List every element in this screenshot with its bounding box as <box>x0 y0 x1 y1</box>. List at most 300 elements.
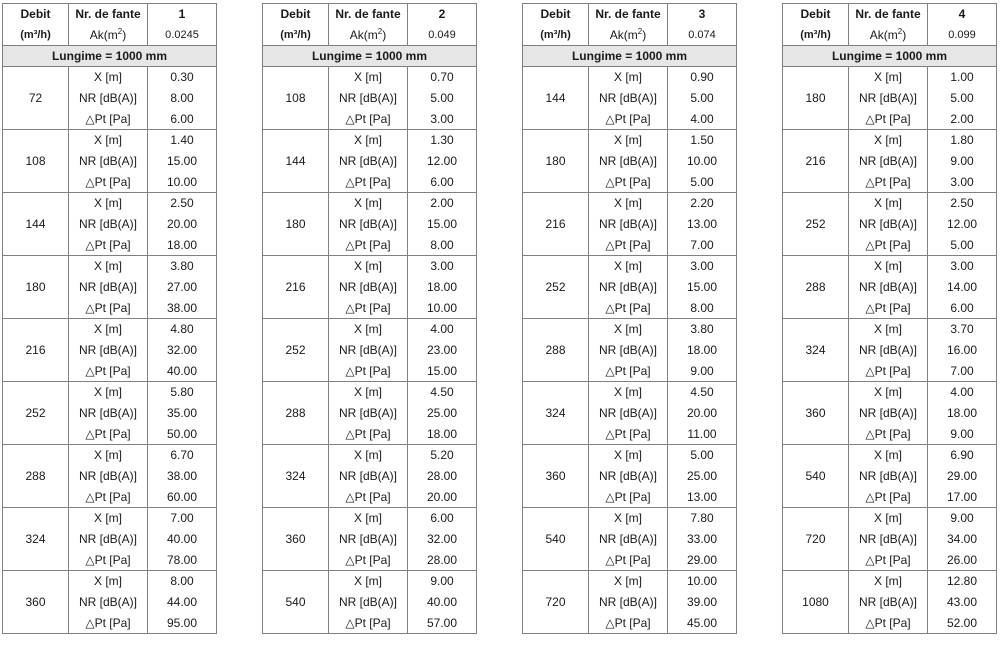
ak-label: $Ak(m^2)$ <box>849 25 928 46</box>
x-value: 0.90 <box>668 67 737 88</box>
nr-value: 44.00 <box>148 592 217 613</box>
nr-value: 20.00 <box>668 403 737 424</box>
pt-value: 10.00 <box>408 298 477 319</box>
debit-value: 72 <box>3 67 69 130</box>
table-row <box>523 445 737 466</box>
pt-value: 6.00 <box>408 172 477 193</box>
pt-label: △Pt [Pa] <box>849 487 928 508</box>
table-row <box>263 256 477 277</box>
table-row <box>523 382 737 403</box>
nr-label: NR [dB(A)] <box>329 466 408 487</box>
debit-value: 108 <box>3 130 69 193</box>
nr-value: 15.00 <box>408 214 477 235</box>
pt-value: 7.00 <box>668 235 737 256</box>
table-row <box>3 445 217 466</box>
debit-value: 252 <box>3 382 69 445</box>
table-row <box>3 193 217 214</box>
x-label: X [m] <box>69 193 148 214</box>
pt-value: 17.00 <box>928 487 997 508</box>
debit-unit: (m³/h) <box>3 25 69 46</box>
debit-value: 324 <box>783 319 849 382</box>
pt-value: 4.00 <box>668 109 737 130</box>
nr-label: NR [dB(A)] <box>589 592 668 613</box>
table-row <box>3 319 217 340</box>
debit-header: Debit <box>783 4 849 25</box>
table-row <box>3 571 217 592</box>
x-label: X [m] <box>329 130 408 151</box>
nr-value: 40.00 <box>408 592 477 613</box>
table-row <box>3 256 217 277</box>
x-label: X [m] <box>69 445 148 466</box>
nr-label: NR [dB(A)] <box>589 151 668 172</box>
nr-label: NR [dB(A)] <box>849 340 928 361</box>
nr-value: 20.00 <box>148 214 217 235</box>
nr-fante-header: Nr. de fante <box>849 4 928 25</box>
nr-value: 23.00 <box>408 340 477 361</box>
pt-label: △Pt [Pa] <box>849 235 928 256</box>
pt-value: 13.00 <box>668 487 737 508</box>
diffuser-table-1 <box>2 3 217 634</box>
nr-value: 35.00 <box>148 403 217 424</box>
table-row <box>263 67 477 88</box>
nr-label: NR [dB(A)] <box>589 277 668 298</box>
pt-value: 5.00 <box>668 172 737 193</box>
pt-label: △Pt [Pa] <box>589 235 668 256</box>
nr-label: NR [dB(A)] <box>849 529 928 550</box>
pt-value: 9.00 <box>668 361 737 382</box>
pt-label: △Pt [Pa] <box>329 172 408 193</box>
pt-label: △Pt [Pa] <box>849 361 928 382</box>
x-value: 4.00 <box>408 319 477 340</box>
pt-value: 11.00 <box>668 424 737 445</box>
pt-label: △Pt [Pa] <box>849 613 928 634</box>
x-label: X [m] <box>589 67 668 88</box>
nr-label: NR [dB(A)] <box>329 151 408 172</box>
debit-unit: (m³/h) <box>783 25 849 46</box>
pt-value: 18.00 <box>408 424 477 445</box>
pt-value: 6.00 <box>928 298 997 319</box>
x-label: X [m] <box>69 382 148 403</box>
x-label: X [m] <box>849 571 928 592</box>
table-row <box>263 382 477 403</box>
ak-value: 0.099 <box>928 25 997 46</box>
table-row <box>523 508 737 529</box>
nr-value: 15.00 <box>148 151 217 172</box>
x-label: X [m] <box>329 256 408 277</box>
ak-value: 0.074 <box>668 25 737 46</box>
x-label: X [m] <box>69 319 148 340</box>
nr-value: 32.00 <box>148 340 217 361</box>
debit-unit: (m³/h) <box>263 25 329 46</box>
debit-value: 288 <box>3 445 69 508</box>
slot-count: 4 <box>928 4 997 25</box>
x-value: 7.80 <box>668 508 737 529</box>
pt-label: △Pt [Pa] <box>69 424 148 445</box>
x-label: X [m] <box>329 571 408 592</box>
pt-label: △Pt [Pa] <box>589 550 668 571</box>
pt-value: 3.00 <box>408 109 477 130</box>
pt-value: 38.00 <box>148 298 217 319</box>
debit-value: 216 <box>263 256 329 319</box>
x-value: 9.00 <box>408 571 477 592</box>
pt-label: △Pt [Pa] <box>329 613 408 634</box>
debit-value: 324 <box>3 508 69 571</box>
nr-value: 15.00 <box>668 277 737 298</box>
diffuser-table-3 <box>522 3 737 634</box>
pt-value: 60.00 <box>148 487 217 508</box>
pt-label: △Pt [Pa] <box>329 109 408 130</box>
debit-value: 180 <box>523 130 589 193</box>
table-row <box>263 193 477 214</box>
nr-label: NR [dB(A)] <box>69 403 148 424</box>
x-value: 1.80 <box>928 130 997 151</box>
nr-label: NR [dB(A)] <box>329 214 408 235</box>
x-value: 2.20 <box>668 193 737 214</box>
pt-label: △Pt [Pa] <box>69 109 148 130</box>
x-value: 1.50 <box>668 130 737 151</box>
x-label: X [m] <box>589 508 668 529</box>
table-row <box>783 319 997 340</box>
nr-label: NR [dB(A)] <box>329 88 408 109</box>
pt-value: 5.00 <box>928 235 997 256</box>
diffuser-table-2 <box>262 3 477 634</box>
nr-label: NR [dB(A)] <box>589 214 668 235</box>
table-row <box>263 445 477 466</box>
nr-value: 8.00 <box>148 88 217 109</box>
pt-value: 52.00 <box>928 613 997 634</box>
debit-value: 144 <box>523 67 589 130</box>
x-value: 6.70 <box>148 445 217 466</box>
x-value: 3.80 <box>668 319 737 340</box>
debit-value: 324 <box>523 382 589 445</box>
nr-value: 14.00 <box>928 277 997 298</box>
table-row <box>263 508 477 529</box>
nr-label: NR [dB(A)] <box>329 277 408 298</box>
x-label: X [m] <box>849 193 928 214</box>
nr-value: 29.00 <box>928 466 997 487</box>
x-value: 12.80 <box>928 571 997 592</box>
debit-header: Debit <box>523 4 589 25</box>
nr-fante-header: Nr. de fante <box>69 4 148 25</box>
pt-label: △Pt [Pa] <box>69 298 148 319</box>
x-label: X [m] <box>329 445 408 466</box>
table-row <box>783 382 997 403</box>
nr-value: 27.00 <box>148 277 217 298</box>
table-row <box>263 130 477 151</box>
x-label: X [m] <box>69 508 148 529</box>
x-label: X [m] <box>849 256 928 277</box>
nr-label: NR [dB(A)] <box>329 403 408 424</box>
x-value: 1.00 <box>928 67 997 88</box>
length-row: Lungime = 1000 mm <box>3 46 217 67</box>
debit-value: 1080 <box>783 571 849 634</box>
length-row: Lungime = 1000 mm <box>783 46 997 67</box>
debit-header: Debit <box>3 4 69 25</box>
length-row: Lungime = 1000 mm <box>523 46 737 67</box>
table-row <box>263 571 477 592</box>
x-value: 3.00 <box>668 256 737 277</box>
table-row <box>783 67 997 88</box>
x-label: X [m] <box>589 571 668 592</box>
nr-label: NR [dB(A)] <box>589 340 668 361</box>
nr-value: 18.00 <box>408 277 477 298</box>
nr-value: 5.00 <box>408 88 477 109</box>
pt-value: 26.00 <box>928 550 997 571</box>
x-value: 0.30 <box>148 67 217 88</box>
x-value: 4.50 <box>668 382 737 403</box>
x-label: X [m] <box>589 130 668 151</box>
table-row <box>3 67 217 88</box>
x-label: X [m] <box>849 445 928 466</box>
x-value: 7.00 <box>148 508 217 529</box>
nr-label: NR [dB(A)] <box>69 151 148 172</box>
nr-label: NR [dB(A)] <box>69 214 148 235</box>
nr-label: NR [dB(A)] <box>849 592 928 613</box>
x-value: 3.80 <box>148 256 217 277</box>
nr-value: 5.00 <box>668 88 737 109</box>
x-value: 2.50 <box>928 193 997 214</box>
nr-label: NR [dB(A)] <box>69 88 148 109</box>
pt-value: 6.00 <box>148 109 217 130</box>
debit-value: 252 <box>783 193 849 256</box>
nr-fante-header: Nr. de fante <box>329 4 408 25</box>
debit-value: 288 <box>783 256 849 319</box>
pt-value: 78.00 <box>148 550 217 571</box>
table-row <box>263 319 477 340</box>
pt-label: △Pt [Pa] <box>589 298 668 319</box>
nr-value: 12.00 <box>928 214 997 235</box>
nr-value: 25.00 <box>408 403 477 424</box>
x-value: 1.40 <box>148 130 217 151</box>
nr-value: 13.00 <box>668 214 737 235</box>
pt-value: 28.00 <box>408 550 477 571</box>
table-row <box>523 67 737 88</box>
pt-label: △Pt [Pa] <box>69 235 148 256</box>
nr-label: NR [dB(A)] <box>849 466 928 487</box>
nr-label: NR [dB(A)] <box>69 466 148 487</box>
table-row <box>3 382 217 403</box>
pt-value: 57.00 <box>408 613 477 634</box>
length-row: Lungime = 1000 mm <box>263 46 477 67</box>
nr-value: 25.00 <box>668 466 737 487</box>
x-value: 4.50 <box>408 382 477 403</box>
debit-value: 540 <box>783 445 849 508</box>
debit-value: 720 <box>523 571 589 634</box>
x-label: X [m] <box>589 256 668 277</box>
x-label: X [m] <box>849 319 928 340</box>
pt-label: △Pt [Pa] <box>849 172 928 193</box>
debit-value: 360 <box>3 571 69 634</box>
debit-value: 288 <box>523 319 589 382</box>
table-row <box>523 256 737 277</box>
nr-value: 32.00 <box>408 529 477 550</box>
ak-value: 0.0245 <box>148 25 217 46</box>
x-value: 4.80 <box>148 319 217 340</box>
x-label: X [m] <box>329 319 408 340</box>
x-label: X [m] <box>329 382 408 403</box>
x-label: X [m] <box>849 508 928 529</box>
debit-value: 180 <box>783 67 849 130</box>
debit-value: 216 <box>523 193 589 256</box>
table-row <box>3 508 217 529</box>
table-row <box>783 445 997 466</box>
pt-value: 8.00 <box>408 235 477 256</box>
debit-value: 720 <box>783 508 849 571</box>
ak-value: 0.049 <box>408 25 477 46</box>
table-row <box>523 319 737 340</box>
pt-label: △Pt [Pa] <box>589 613 668 634</box>
debit-value: 144 <box>263 130 329 193</box>
pt-label: △Pt [Pa] <box>329 361 408 382</box>
pt-label: △Pt [Pa] <box>69 172 148 193</box>
table-row <box>523 571 737 592</box>
nr-value: 18.00 <box>668 340 737 361</box>
x-label: X [m] <box>69 256 148 277</box>
table-row <box>783 130 997 151</box>
table-row <box>783 256 997 277</box>
nr-value: 43.00 <box>928 592 997 613</box>
debit-value: 180 <box>3 256 69 319</box>
x-value: 6.90 <box>928 445 997 466</box>
nr-label: NR [dB(A)] <box>849 151 928 172</box>
pt-value: 9.00 <box>928 424 997 445</box>
x-value: 1.30 <box>408 130 477 151</box>
pt-label: △Pt [Pa] <box>329 235 408 256</box>
x-value: 5.20 <box>408 445 477 466</box>
pt-label: △Pt [Pa] <box>589 424 668 445</box>
ak-label: $Ak(m^2)$ <box>329 25 408 46</box>
nr-label: NR [dB(A)] <box>69 277 148 298</box>
nr-label: NR [dB(A)] <box>329 529 408 550</box>
pt-label: △Pt [Pa] <box>589 487 668 508</box>
pt-label: △Pt [Pa] <box>69 487 148 508</box>
pt-value: 40.00 <box>148 361 217 382</box>
nr-label: NR [dB(A)] <box>329 592 408 613</box>
nr-value: 38.00 <box>148 466 217 487</box>
x-label: X [m] <box>589 193 668 214</box>
nr-value: 12.00 <box>408 151 477 172</box>
nr-label: NR [dB(A)] <box>849 88 928 109</box>
debit-value: 360 <box>783 382 849 445</box>
nr-label: NR [dB(A)] <box>849 277 928 298</box>
nr-value: 39.00 <box>668 592 737 613</box>
pt-value: 20.00 <box>408 487 477 508</box>
table-row <box>523 193 737 214</box>
pt-value: 95.00 <box>148 613 217 634</box>
pt-label: △Pt [Pa] <box>589 172 668 193</box>
debit-value: 252 <box>263 319 329 382</box>
pt-value: 50.00 <box>148 424 217 445</box>
debit-value: 360 <box>263 508 329 571</box>
nr-value: 40.00 <box>148 529 217 550</box>
debit-value: 252 <box>523 256 589 319</box>
pt-value: 10.00 <box>148 172 217 193</box>
slot-count: 1 <box>148 4 217 25</box>
nr-value: 18.00 <box>928 403 997 424</box>
pt-label: △Pt [Pa] <box>849 298 928 319</box>
nr-fante-header: Nr. de fante <box>589 4 668 25</box>
x-label: X [m] <box>329 508 408 529</box>
nr-label: NR [dB(A)] <box>329 340 408 361</box>
nr-value: 16.00 <box>928 340 997 361</box>
pt-label: △Pt [Pa] <box>69 550 148 571</box>
debit-value: 324 <box>263 445 329 508</box>
diffuser-table-4 <box>782 3 997 634</box>
x-value: 10.00 <box>668 571 737 592</box>
pt-label: △Pt [Pa] <box>589 109 668 130</box>
table-row <box>3 130 217 151</box>
x-value: 8.00 <box>148 571 217 592</box>
pt-label: △Pt [Pa] <box>849 109 928 130</box>
x-label: X [m] <box>849 67 928 88</box>
pt-label: △Pt [Pa] <box>329 298 408 319</box>
table-row <box>783 508 997 529</box>
pt-label: △Pt [Pa] <box>329 550 408 571</box>
nr-value: 34.00 <box>928 529 997 550</box>
nr-label: NR [dB(A)] <box>589 466 668 487</box>
debit-unit: (m³/h) <box>523 25 589 46</box>
slot-count: 3 <box>668 4 737 25</box>
table-row <box>783 571 997 592</box>
nr-label: NR [dB(A)] <box>849 214 928 235</box>
pt-value: 29.00 <box>668 550 737 571</box>
x-value: 0.70 <box>408 67 477 88</box>
x-value: 2.50 <box>148 193 217 214</box>
pt-label: △Pt [Pa] <box>69 613 148 634</box>
x-value: 4.00 <box>928 382 997 403</box>
nr-value: 10.00 <box>668 151 737 172</box>
nr-value: 33.00 <box>668 529 737 550</box>
pt-value: 7.00 <box>928 361 997 382</box>
x-value: 5.00 <box>668 445 737 466</box>
nr-label: NR [dB(A)] <box>849 403 928 424</box>
debit-value: 180 <box>263 193 329 256</box>
slot-count: 2 <box>408 4 477 25</box>
nr-value: 5.00 <box>928 88 997 109</box>
x-value: 2.00 <box>408 193 477 214</box>
x-value: 3.00 <box>928 256 997 277</box>
nr-label: NR [dB(A)] <box>589 88 668 109</box>
x-label: X [m] <box>589 445 668 466</box>
x-value: 5.80 <box>148 382 217 403</box>
debit-header: Debit <box>263 4 329 25</box>
ak-label: $Ak(m^2)$ <box>589 25 668 46</box>
nr-value: 9.00 <box>928 151 997 172</box>
debit-value: 288 <box>263 382 329 445</box>
pt-value: 18.00 <box>148 235 217 256</box>
x-label: X [m] <box>69 130 148 151</box>
x-label: X [m] <box>69 571 148 592</box>
pt-label: △Pt [Pa] <box>849 550 928 571</box>
table-row <box>523 130 737 151</box>
pt-label: △Pt [Pa] <box>329 487 408 508</box>
pt-value: 15.00 <box>408 361 477 382</box>
x-value: 3.70 <box>928 319 997 340</box>
debit-value: 540 <box>523 508 589 571</box>
nr-label: NR [dB(A)] <box>69 592 148 613</box>
pt-label: △Pt [Pa] <box>69 361 148 382</box>
x-label: X [m] <box>589 382 668 403</box>
x-value: 6.00 <box>408 508 477 529</box>
ak-label: $Ak(m^2)$ <box>69 25 148 46</box>
pt-value: 45.00 <box>668 613 737 634</box>
x-label: X [m] <box>849 130 928 151</box>
nr-value: 28.00 <box>408 466 477 487</box>
pt-label: △Pt [Pa] <box>849 424 928 445</box>
x-label: X [m] <box>69 67 148 88</box>
debit-value: 216 <box>783 130 849 193</box>
pt-label: △Pt [Pa] <box>329 424 408 445</box>
